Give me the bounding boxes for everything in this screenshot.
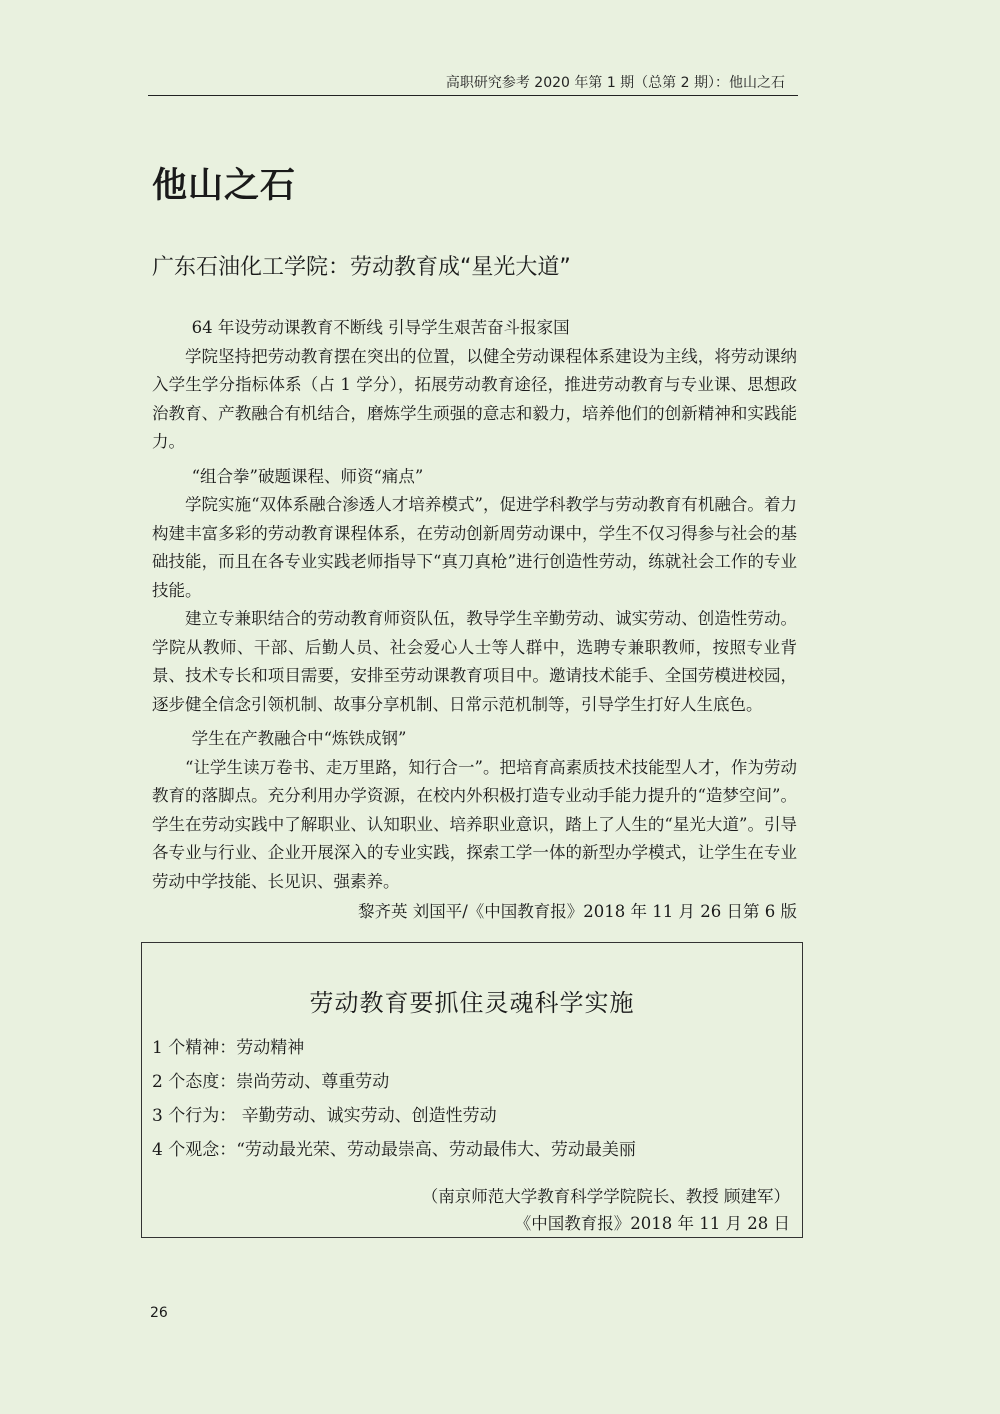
box-line-4: 4 个观念：“劳动最光荣、劳动最崇高、劳动最伟大、劳动最美丽 xyxy=(152,1140,636,1160)
article-title: 广东石油化工学院：劳动教育成“星光大道” xyxy=(152,255,571,280)
section-title: 他山之石 xyxy=(152,166,297,206)
box-source: 《中国教育报》2018 年 11 月 28 日 xyxy=(514,1214,790,1233)
paragraph-3: 建立专兼职结合的劳动教育师资队伍，教导学生辛勤劳动、诚实劳动、创造性劳动。学院从教师、干部、后勤人员、社会爱心人士等人群中，选聘专兼职教师，按照专业背景、技术专长和项目需要，安排至劳动课教育项目中。邀请技术能手、全国劳模进校园，逐步健全信念引领机制、故事分享机制、日常示范机制等，引导学生打好人生底色。 xyxy=(152,609,797,714)
subheading-3: 学生在产教融合中“炼铁成钢” xyxy=(191,729,407,748)
subheading-1: 64 年设劳动课教育不断线 引导学生艰苦奋斗报家国 xyxy=(191,318,570,337)
box-author: （南京师范大学教育科学学院院长、教授 顾建军） xyxy=(421,1187,790,1206)
article-body xyxy=(152,314,797,927)
box-line-2: 2 个态度：崇尚劳动、尊重劳动 xyxy=(152,1072,390,1092)
header-rule xyxy=(148,95,798,96)
box-list xyxy=(152,1031,636,1167)
box-line-3: 3 个行为： 辛勤劳动、诚实劳动、创造性劳动 xyxy=(152,1106,497,1126)
box-line-1: 1 个精神：劳动精神 xyxy=(152,1038,305,1058)
subheading-2: “组合拳”破题课程、师资“痛点” xyxy=(191,466,424,486)
paragraph-2: 学院实施“双体系融合渗透人才培养模式”，促进学科教学与劳动教育有机融合。着力构建丰富多彩的劳动教育课程体系，在劳动创新周劳动课中，学生不仅习得参与社会的基础技能，而且在各专业实践老师指导下“真刀真枪”进行创造性劳动，练就社会工作的专业技能。 xyxy=(152,495,797,600)
box-title: 劳动教育要抓住灵魂科学实施 xyxy=(309,989,635,1017)
paragraph-4: “让学生读万卷书、走万里路，知行合一”。把培育高素质技术技能型人才，作为劳动教育的落脚点。充分利用办学资源，在校内外积极打造专业动手能力提升的“造梦空间”。学生在劳动实践中了解职业、认知职业、培养职业意识，踏上了人生的“星光大道”。引导各专业与行业、企业开展深入的专业实践，探索工学一体的新型办学模式，让学生在专业劳动中学技能、长见识、强素养。 xyxy=(152,757,797,891)
running-header: 高职研究参考 2020 年第 1 期（总第 2 期）：他山之石 xyxy=(445,75,785,91)
box-attribution xyxy=(422,1183,790,1237)
paragraph-1: 学院坚持把劳动教育摆在突出的位置，以健全劳动课程体系建设为主线，将劳动课纳入学生学分指标体系（占 1 学分），拓展劳动教育途径，推进劳动教育与专业课、思想政治教育、产教融合有机结合，磨炼学生顽强的意志和毅力，培养他们的创新精神和实践能力。 xyxy=(152,346,797,451)
article-byline: 黎齐英 刘国平/《中国教育报》2018 年 11 月 26 日第 6 版 xyxy=(358,902,797,921)
page-number: 26 xyxy=(150,1305,168,1321)
sidebar-box xyxy=(141,942,803,1238)
